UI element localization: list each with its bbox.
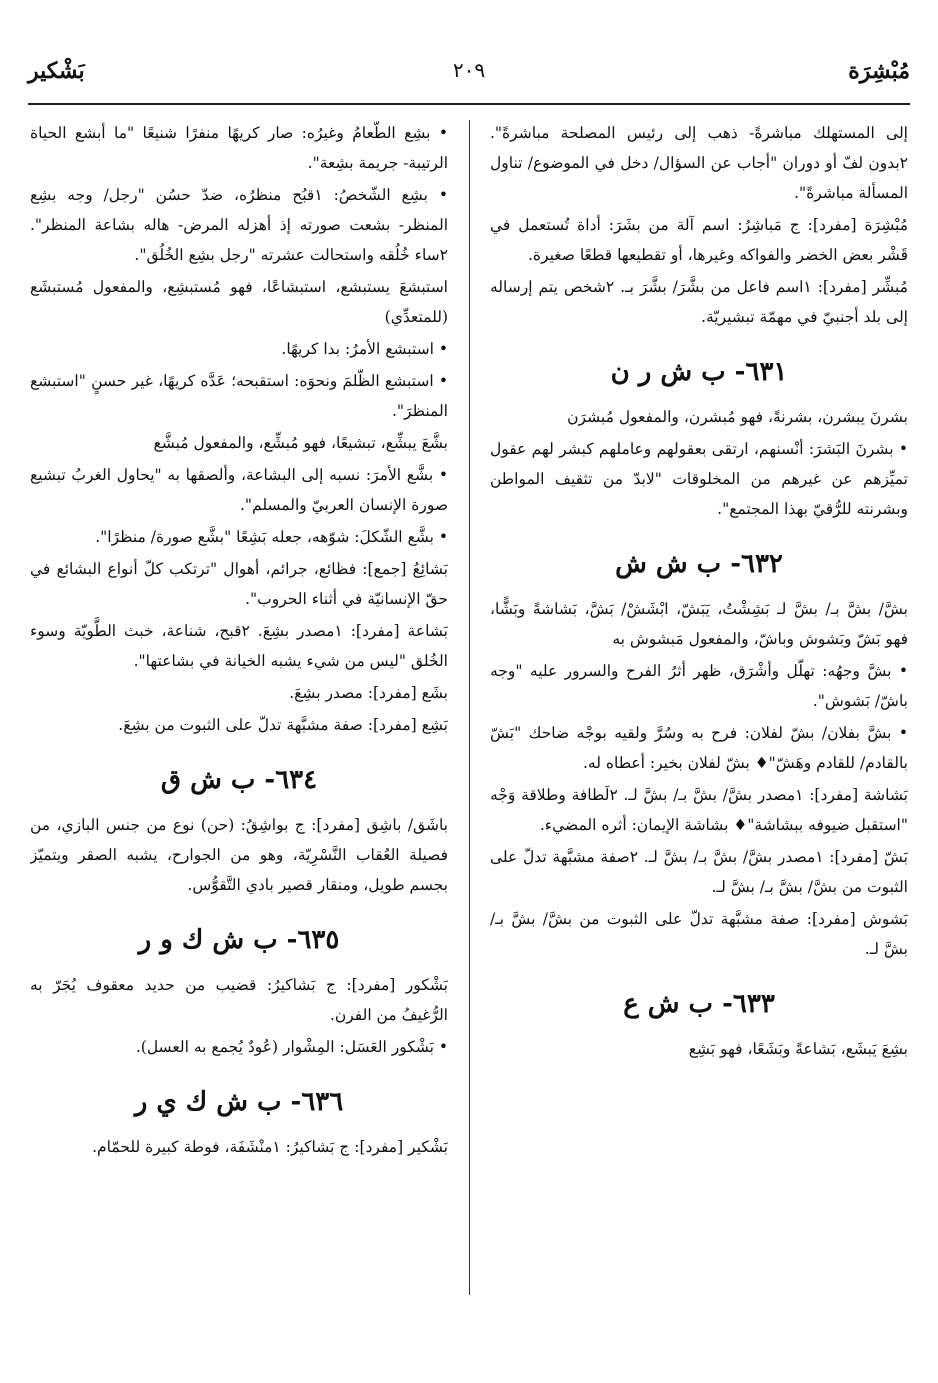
root-heading: ٦٣٣- ب ش ع — [623, 989, 775, 1019]
entry-paragraph: مُبشِّر [مفرد]: ١اسم فاعل من بشَّرَ/ بشَّرَ بـ. ٢شخص يتم إرساله إلى بلد أجنبيّ في مهمّة تبشيريّة. — [490, 278, 908, 326]
page-number: ٢٠٩ — [452, 58, 486, 82]
entry-paragraph: بَشّ [مفرد]: ١مصدر بشَّ/ بشَّ بـ/ بشَّ لـ. ٢صفة مشبَّهة تدلّ على الثبوت من بشَّ/ بشَّ بـ/ بشَّ لـ. — [490, 848, 908, 896]
entry-paragraph: باشَق/ باشِق [مفرد]: ج بواشِقُ: (حن) نوع من جنس البازي، من فصيلة العُقاب النَّسْرِيّة، وهو من الجوارح، يشبه الصقر ويتميّز بجسم طويل، ومنقار قصير بادي التَّقوُّس. — [30, 816, 448, 894]
root-heading: ٦٣٥- ب ش ك و ر — [138, 925, 340, 955]
entry-paragraph: مُبْشِرَة [مفرد]: ج مَباشِرُ: اسم آلة من بشَرَ: أداة تُستعمل في قَشْر بعض الخضر والفواكه وغيرها، أو تقطيعها قطعًا صغيرة. — [490, 216, 908, 264]
guide-word-right: مُبْشِرَة — [848, 58, 910, 84]
root-heading: ٦٣٤- ب ش ق — [160, 765, 318, 795]
entry-paragraph: بَشْكير [مفرد]: ج بَشاكيرُ: ١منْشَفَة، فوطة كبيرة للحمّام. — [92, 1138, 448, 1156]
entry-paragraph: • بشَّع الشّكلَ: شوّهه، جعله بَشِعًا "بشَّع صورة/ منظرًا". — [95, 528, 448, 546]
entry-paragraph: بشرنَ يبشرن، بشرنةً، فهو مُبشرن، والمفعول مُبشرَن — [567, 408, 908, 426]
root-heading: ٦٣١- ب ش ر ن — [610, 357, 788, 387]
entry-paragraph: بشَّعَ يبشِّع، تبشيعًا، فهو مُبشِّع، والمفعول مُبشَّع — [153, 434, 448, 452]
root-heading: ٦٣٢- ب ش ش — [615, 549, 783, 579]
entry-paragraph: • بشرنَ البَشرَ: أنْسنهم، ارتقى بعقولهم وعاملهم كبشر لهم عقول تميِّزهم عن غيرهم من المخلوقات "لابدّ من تثقيف المواطن وبشرنته للرُّقيّ بهذا المجتمع". — [490, 440, 908, 518]
entry-paragraph: بَشاشة [مفرد]: ١مصدر بشَّ/ بشَّ بـ/ بشَّ لـ. ٢لَطافة وطلاقة وَجْه "استقبل ضيوفه ببشاشة"♦ بشاشة الإيمان: أثره المضيء. — [490, 786, 908, 834]
entry-paragraph: • بشَّع الأمرَ: نسبه إلى البشاعة، وألصقها به "يحاول الغربُ تبشيع صورة الإنسان العربيّ والمسلم". — [30, 466, 448, 514]
root-heading: ٦٣٦- ب ش ك ي ر — [134, 1087, 344, 1117]
entry-paragraph: • استبشع الأمرُ: بدا كريهًا. — [281, 340, 448, 358]
column-divider — [469, 120, 470, 1295]
entry-paragraph: • بشِع الشّخصُ: ١قبُح منظرُه، ضدّ حسُن "رجل/ وجه بشِع المنظر- بشعت صورته إذ أهزله المرض- هاله بشاعة المنظر". ٢ساء خُلُقه واستحالت عشرته "رجل بشِع الخُلُق". — [30, 186, 448, 264]
entry-paragraph: استبشعَ يستبشع، استبشاعًا، فهو مُستبشِع، والمفعول مُستبشَع (للمتعدِّي) — [30, 278, 448, 326]
entry-paragraph: بشِعَ يَبشَع، بَشاعةً وبَشَعًا، فهو بَشِع — [688, 1040, 908, 1058]
entry-paragraph: بَشائِعُ [جمع]: فظائع، جرائم، أهوال "ترتكب كلّ أنواع البشائع في حقّ الإنسانيّة في أثناء الحروب". — [30, 560, 448, 608]
entry-paragraph: بَشوش [مفرد]: صفة مشبَّهة تدلّ على الثبوت من بشَّ/ بشَّ بـ/ بشَّ لـ. — [490, 910, 908, 958]
entry-paragraph: بَشاعة [مفرد]: ١مصدر بشِعَ. ٢قبح، شناعة، خبث الطَّويّة وسوء الخُلق "ليس من شيء يشبه الخيانة في بشاعتها". — [30, 622, 448, 670]
entry-paragraph: بَشْكور [مفرد]: ج بَشاكيرُ: قضيب من حديد معقوف يُجَرّ به الرُّغيفُ من الفرن. — [30, 976, 448, 1024]
left-column — [30, 118, 448, 1308]
entry-paragraph: بشَّ/ بشَّ بـ/ بشَّ لـ بَشِشْتُ، يَبَشّ، ابْشَشْ/ بَشَّ، بَشاشةً وبَشًّا، فهو بَشّ وبَشوش وباشّ، والمفعول مَبشوش به — [490, 600, 908, 648]
entry-paragraph: • بشِع الطّعامُ وغيرُه: صار كريهًا منفرًا شنيعًا "ما أبشع الحياة الرتيبة- جريمة بشِعة". — [30, 124, 448, 172]
entry-paragraph: • بشَّ بفلان/ بشّ لفلان: فرح به وسُرَّ ولقيه بوجْه ضاحك "بَشّ بالقادم/ للقادم وهَشّ"♦ بشّ لفلان بخير: أعطاه له. — [490, 724, 908, 772]
entry-paragraph: بشَع [مفرد]: مصدر بشِعَ. — [289, 684, 448, 702]
header-rule — [28, 103, 910, 105]
page-header — [28, 58, 910, 98]
entry-paragraph: • بَشْكور العَسَل: المِشْوار (عُودٌ يُجمع به العسل). — [135, 1038, 448, 1056]
entry-paragraph: • بشَّ وجهُه: تهلّل وأشْرَق، ظهر أثرُ الفرح والسرور عليه "وجه باشّ/ بَشوش". — [490, 662, 908, 710]
entry-paragraph: إلى المستهلك مباشرةً- ذهب إلى رئيس المصلحة مباشرةً". ٢بدون لفّ أو دوران "أجاب عن السؤال/ دخل في الموضوع/ تناول المسألة مباشرةً". — [490, 124, 908, 202]
right-column — [490, 118, 908, 1308]
entry-paragraph: • استبشع الظّلمَ ونحوَه: استقبحه؛ عَدَّه كريهًا، غير حسنٍ "استبشع المنظرَ". — [30, 372, 448, 420]
entry-paragraph: بَشِع [مفرد]: صفة مشبَّهة تدلّ على الثبوت من بشِعَ. — [118, 716, 448, 734]
guide-word-left: بَشْكير — [28, 58, 85, 84]
